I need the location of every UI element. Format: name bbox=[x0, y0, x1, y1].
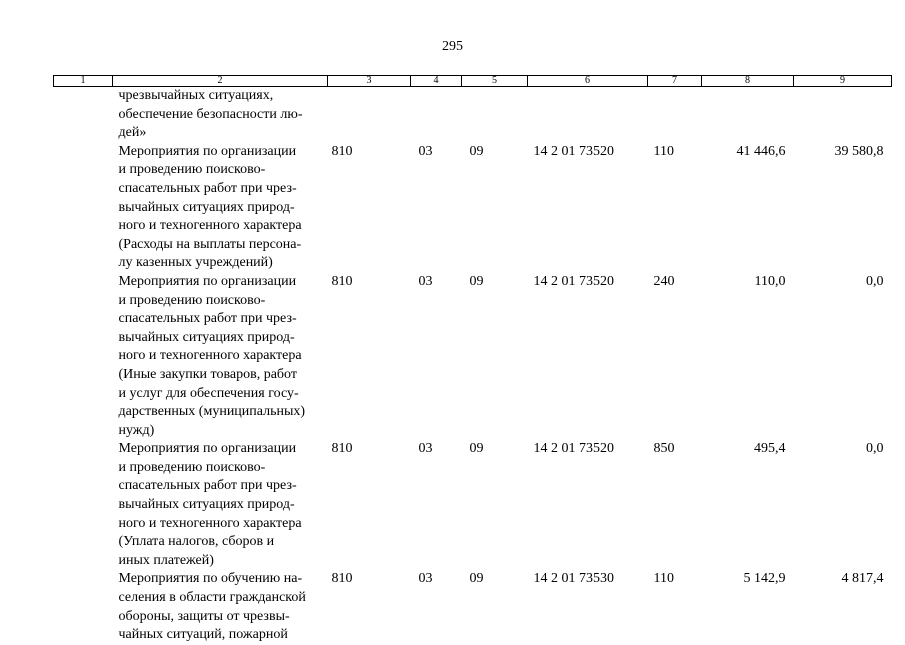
table-row bbox=[54, 143, 892, 273]
cell-amount-1: 110,0 bbox=[754, 273, 786, 289]
cell-expense-type bbox=[648, 87, 702, 143]
cell-ministry-code: 810 bbox=[331, 273, 353, 289]
column-number-9: 9 bbox=[794, 76, 892, 87]
cell-target-article: 14 2 01 73520 bbox=[533, 143, 614, 159]
cell-col1 bbox=[54, 273, 113, 440]
cell-amount-2: 0,0 bbox=[866, 273, 884, 289]
cell-amount-1 bbox=[702, 87, 794, 143]
cell-name: Мероприятия по организации и проведению поисково- спасательных работ при чрез- вычайных ситуациях природ- ного и техногенного характера (Уплата налогов, сборов и иных платежей) bbox=[118, 441, 302, 568]
column-number-5: 5 bbox=[462, 76, 528, 87]
cell-amount-2 bbox=[794, 87, 892, 143]
column-number-3: 3 bbox=[328, 76, 411, 87]
cell-col1 bbox=[54, 143, 113, 273]
cell-section: 03 bbox=[418, 143, 433, 159]
table-header bbox=[54, 76, 892, 87]
cell-subsection: 09 bbox=[469, 143, 484, 159]
cell-amount-1: 41 446,6 bbox=[736, 143, 786, 159]
page-number: 295 bbox=[442, 39, 463, 54]
cell-amount-2: 39 580,8 bbox=[834, 143, 884, 159]
header-row bbox=[54, 76, 892, 87]
cell-ministry-code: 810 bbox=[331, 571, 353, 587]
table-body bbox=[54, 87, 892, 645]
column-number-1: 1 bbox=[54, 76, 113, 87]
cell-col1 bbox=[54, 440, 113, 570]
cell-col1 bbox=[54, 87, 113, 143]
column-number-2: 2 bbox=[113, 76, 328, 87]
cell-ministry-code bbox=[328, 87, 411, 143]
column-number-6: 6 bbox=[528, 76, 648, 87]
cell-name: чрезвычайных ситуациях, обеспечение безопасности лю- дей» bbox=[118, 88, 303, 141]
cell-expense-type: 240 bbox=[653, 273, 675, 289]
cell-amount-1: 5 142,9 bbox=[743, 571, 786, 587]
cell-section bbox=[411, 87, 462, 143]
cell-amount-2: 0,0 bbox=[866, 441, 884, 457]
cell-subsection: 09 bbox=[469, 571, 484, 587]
cell-name: Мероприятия по организации и проведению поисково- спасательных работ при чрез- вычайных ситуациях природ- ного и техногенного характера (Расходы на выплаты персона- лу казенных учреждений) bbox=[118, 143, 302, 271]
cell-section: 03 bbox=[418, 571, 433, 587]
cell-target-article bbox=[528, 87, 648, 143]
column-number-8: 8 bbox=[702, 76, 794, 87]
cell-target-article: 14 2 01 73520 bbox=[533, 441, 614, 457]
cell-section: 03 bbox=[418, 273, 433, 289]
cell-subsection bbox=[462, 87, 528, 143]
cell-expense-type: 110 bbox=[653, 143, 674, 159]
cell-target-article: 14 2 01 73520 bbox=[533, 273, 614, 289]
cell-amount-2: 4 817,4 bbox=[841, 571, 884, 587]
cell-name: Мероприятия по обучению на- селения в области гражданской обороны, защиты от чрезвы- чайных ситуаций, пожарной bbox=[118, 571, 306, 643]
cell-ministry-code: 810 bbox=[331, 441, 353, 457]
budget-table bbox=[53, 75, 892, 645]
cell-ministry-code: 810 bbox=[331, 143, 353, 159]
cell-col1 bbox=[54, 570, 113, 644]
cell-amount-1: 495,4 bbox=[754, 441, 786, 457]
cell-expense-type: 110 bbox=[653, 571, 674, 587]
column-number-4: 4 bbox=[411, 76, 462, 87]
cell-name: Мероприятия по организации и проведению поисково- спасательных работ при чрез- вычайных ситуациях природ- ного и техногенного характера (Иные закупки товаров, работ и услуг для обеспечения госу- дарственных (муниципальных) нужд) bbox=[118, 273, 306, 438]
cell-subsection: 09 bbox=[469, 441, 484, 457]
table-row bbox=[54, 440, 892, 570]
table-row bbox=[54, 273, 892, 440]
column-number-7: 7 bbox=[648, 76, 702, 87]
cell-subsection: 09 bbox=[469, 273, 484, 289]
table-row bbox=[54, 570, 892, 644]
cell-expense-type: 850 bbox=[653, 441, 675, 457]
cell-target-article: 14 2 01 73530 bbox=[533, 571, 614, 587]
cell-section: 03 bbox=[418, 441, 433, 457]
table-row bbox=[54, 87, 892, 143]
